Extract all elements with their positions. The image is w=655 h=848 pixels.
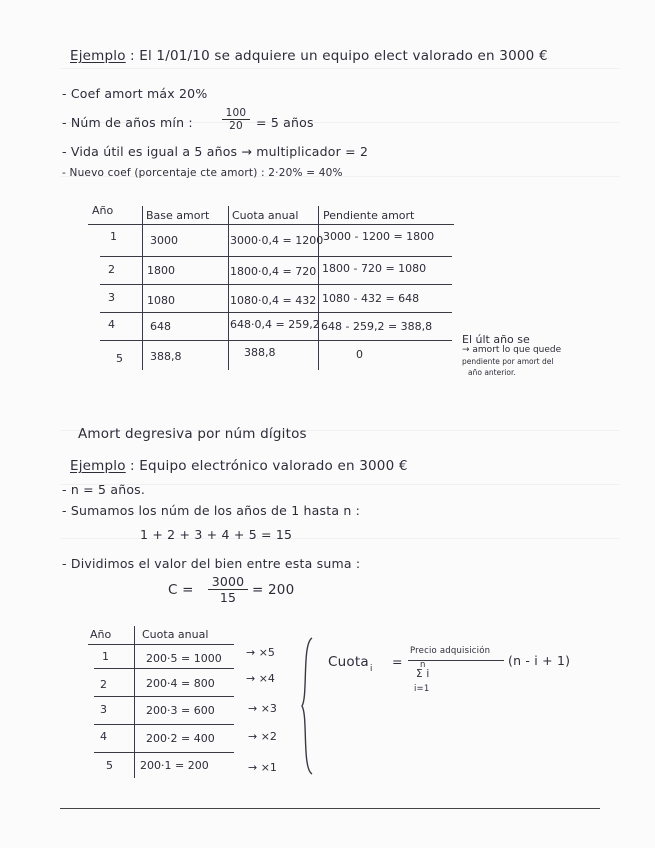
bullet-nuevo-coef: - Nuevo coef (porcentaje cte amort) : 2·20% = 40% (62, 167, 343, 179)
table-row-base: 648 (150, 320, 171, 333)
table-divider (94, 752, 234, 753)
table-row-pendiente: 0 (356, 348, 363, 361)
example-title: : Equipo electrónico valorado en 3000 € (130, 458, 408, 474)
page-bottom-rule (60, 808, 600, 809)
bullet-coef: - Coef amort máx 20% (62, 86, 208, 101)
table-divider (94, 668, 234, 669)
bracket-icon (298, 636, 316, 776)
c-result: = 200 (252, 582, 295, 598)
line-divide: - Dividimos el valor del bien entre esta suma : (62, 556, 361, 571)
formula-numerator: Precio adquisición (410, 646, 491, 656)
table-divider (100, 256, 452, 257)
fraction-result: = 5 años (256, 115, 314, 130)
table-row-cuota: 1800·0,4 = 720 (230, 265, 317, 278)
table-row-multiplier: → ×2 (248, 730, 277, 743)
table-row-multiplier: → ×5 (246, 646, 275, 659)
table-row-multiplier: → ×4 (246, 672, 275, 685)
table-row-multiplier: → ×1 (248, 761, 277, 774)
fraction-3000-15 (208, 574, 248, 605)
section-heading: Amort degresiva por núm dígitos (78, 426, 307, 442)
table-row-cuota: 3000·0,4 = 1200 (230, 234, 324, 247)
table-row-pendiente: 1800 - 720 = 1080 (322, 262, 427, 275)
line-sum: - Sumamos los núm de los años de 1 hasta n : (62, 503, 361, 518)
table-row-cuota: 200·3 = 600 (146, 704, 215, 717)
bullet-num-anos: - Núm de años mín : (62, 115, 193, 130)
table-row-base: 388,8 (150, 350, 182, 363)
formula-denominator: Σ i (416, 668, 430, 680)
fraction-numerator: 3000 (208, 574, 248, 590)
table-row-pendiente: 3000 - 1200 = 1800 (323, 230, 435, 243)
table-row-year: 3 (100, 703, 107, 716)
table-row-base: 1800 (147, 264, 175, 277)
fraction-100-20 (222, 107, 250, 132)
fraction-denominator: 15 (219, 590, 237, 605)
side-note-line: pendiente por amort del (462, 357, 554, 366)
formula-lhs: Cuota (328, 654, 369, 670)
example-label: Ejemplo (70, 458, 126, 474)
table-header-base: Base amort (146, 209, 210, 222)
table-header-ano: Año (92, 204, 114, 217)
example-label: Ejemplo (70, 48, 126, 64)
table-col-line (318, 206, 319, 370)
table-row-cuota: 200·1 = 200 (140, 759, 209, 772)
table-col-line (134, 626, 135, 778)
table-row-year: 5 (106, 759, 113, 772)
table-row-multiplier: → ×3 (248, 702, 277, 715)
table-row-year: 5 (116, 352, 123, 365)
line-n: - n = 5 años. (62, 482, 146, 497)
formula-sigma-upper: n (420, 660, 426, 670)
table-row-year: 4 (100, 730, 107, 743)
table-row-year: 1 (110, 230, 117, 243)
fraction-denominator: 20 (229, 120, 243, 132)
table-divider (88, 644, 234, 645)
formula-tail: (n - i + 1) (508, 653, 571, 668)
table-col-line (228, 206, 229, 370)
table-col-line (142, 206, 143, 370)
table-row-cuota: 200·4 = 800 (146, 677, 215, 690)
table-row-cuota: 200·2 = 400 (146, 732, 215, 745)
table-row-base: 3000 (150, 234, 178, 247)
table-header-pendiente: Pendiente amort (323, 209, 415, 222)
example-title: : El 1/01/10 se adquiere un equipo elect valorado en 3000 € (130, 48, 548, 64)
table-row-year: 2 (100, 678, 107, 691)
table-divider (94, 696, 234, 697)
table-divider (100, 284, 452, 285)
table-row-cuota: 388,8 (244, 346, 276, 359)
table-divider (94, 724, 234, 725)
sum-expression: 1 + 2 + 3 + 4 + 5 = 15 (140, 527, 293, 542)
table-row-year: 3 (108, 291, 115, 304)
fraction-numerator: 100 (222, 107, 250, 120)
side-note-line: año anterior. (468, 368, 516, 377)
table-row-pendiente: 648 - 259,2 = 388,8 (321, 320, 433, 333)
table-row-pendiente: 1080 - 432 = 648 (322, 292, 420, 305)
bullet-vida-util: - Vida útil es igual a 5 años → multiplicador = 2 (62, 144, 369, 159)
table-row-year: 1 (102, 650, 109, 663)
table-divider (100, 312, 452, 313)
formula-equals: = (392, 654, 403, 669)
formula-sigma-lower: i=1 (414, 684, 430, 694)
table-header-ano: Año (90, 628, 112, 641)
table-row-year: 4 (108, 318, 115, 331)
table-row-cuota: 648·0,4 = 259,2 (230, 318, 320, 331)
side-note-line: → amort lo que quede (462, 345, 562, 355)
side-note-line: El últ año se (462, 333, 530, 346)
table-divider (100, 340, 452, 341)
formula-subscript: i (370, 664, 373, 674)
table-header-cuota: Cuota anual (142, 628, 209, 641)
table-header-cuota: Cuota anual (232, 209, 299, 222)
side-note (462, 334, 561, 378)
table-row-cuota: 200·5 = 1000 (146, 652, 222, 665)
c-label: C = (168, 582, 194, 598)
table-row-base: 1080 (147, 294, 175, 307)
table-row-year: 2 (108, 263, 115, 276)
table-row-cuota: 1080·0,4 = 432 (230, 294, 317, 307)
